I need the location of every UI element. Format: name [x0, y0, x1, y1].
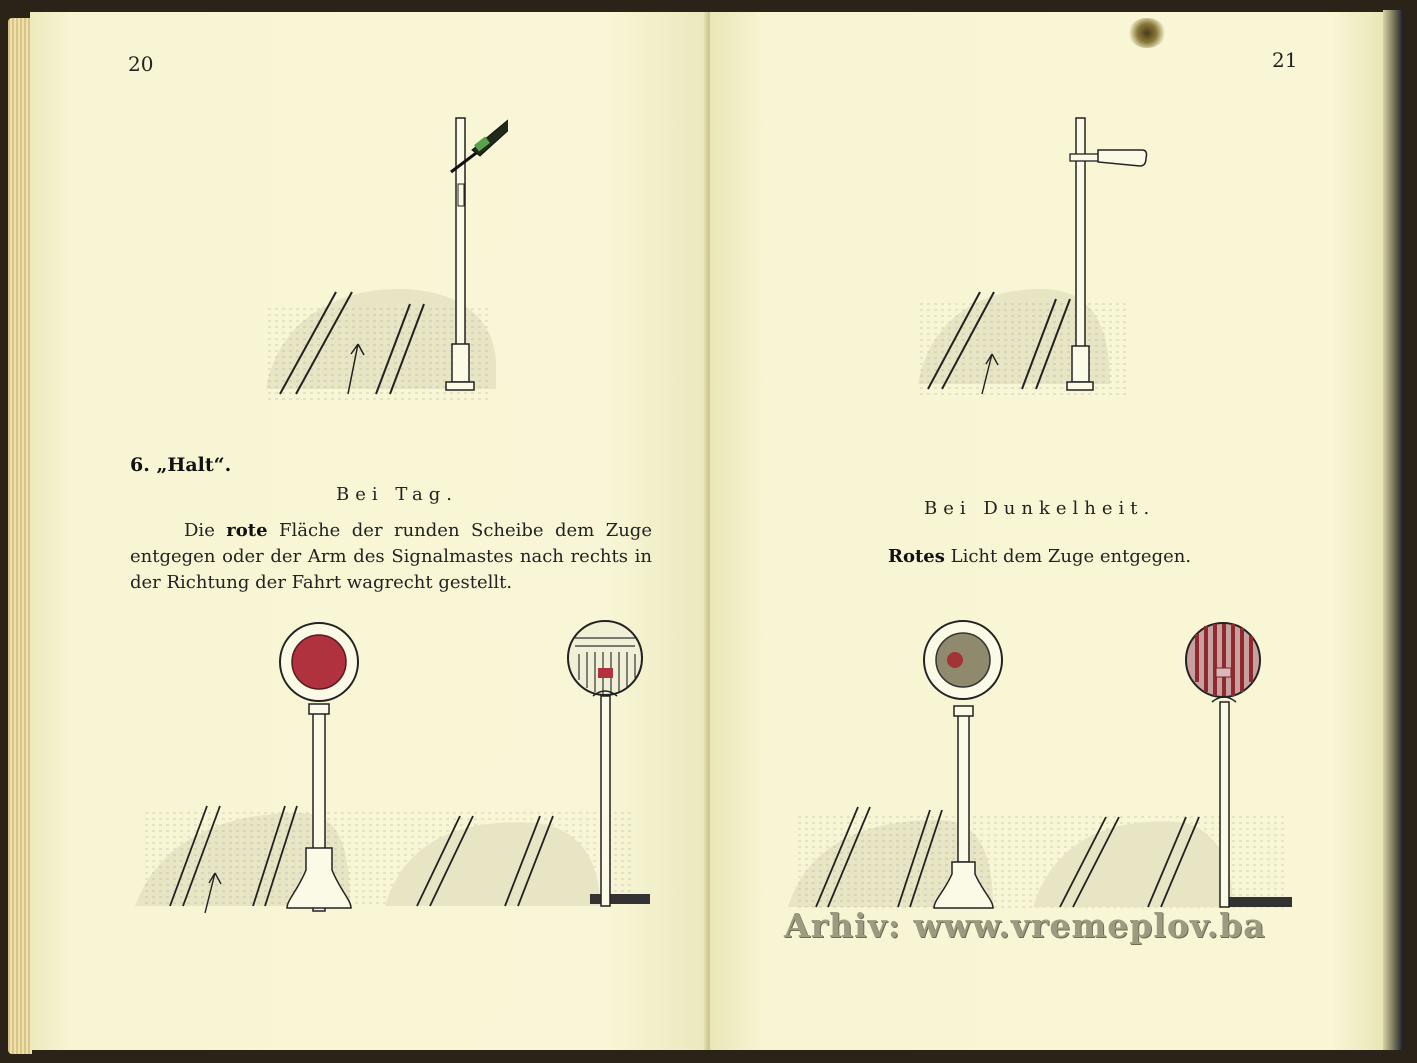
page-edges-right [1383, 10, 1403, 1050]
ground-shadow [590, 894, 650, 904]
disc-signals-day-illustration [135, 608, 655, 913]
paper-stain [1128, 18, 1166, 48]
lead-text: Licht dem Zuge entgegen. [950, 546, 1192, 567]
lead-bold-word: Rotes [888, 546, 945, 567]
lead-sentence [888, 546, 1191, 567]
disc-signals-night-illustration [788, 612, 1308, 917]
embankment-2 [385, 822, 600, 906]
semaphore-arm-raised-illustration [258, 104, 508, 409]
right-page [710, 12, 1385, 1050]
page-edges-left [8, 18, 32, 1054]
para-word: Die [184, 520, 215, 541]
page-number-right: 21 [1272, 48, 1298, 72]
section-heading: 6. „Halt“. [130, 454, 232, 476]
semaphore-arm-horizontal-illustration [910, 104, 1150, 404]
para-text: Fläche der runden Scheibe dem Zuge entgegen oder der Arm des Signalmastes nach rechts in der Richtung der Fahrt wagrecht gestellt. [130, 520, 652, 593]
archive-watermark: Arhiv: www.vremeplov.ba [784, 906, 1266, 945]
left-page [30, 12, 708, 1050]
description-paragraph [130, 518, 652, 596]
page-number-left: 20 [128, 52, 154, 76]
embankment-2 [1033, 821, 1233, 907]
para-bold-word: rote [226, 520, 268, 541]
caption-darkness: Bei Dunkelheit. [924, 498, 1156, 519]
caption-day: Bei Tag. [336, 484, 458, 505]
